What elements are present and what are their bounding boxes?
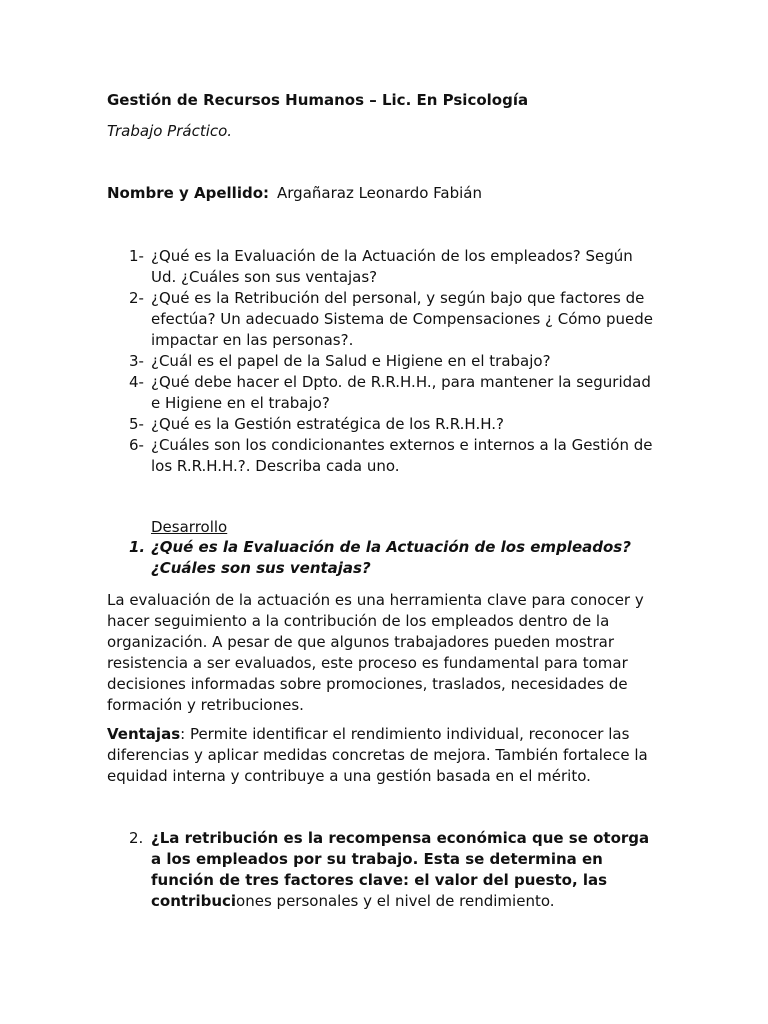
list-item-text: ¿Qué debe hacer el Dpto. de R.R.H.H., para mantener la seguridad e Higiene en el trabajo? (151, 373, 651, 412)
list-item-text: ¿Qué es la Evaluación de la Actuación de los empleados? Según Ud. ¿Cuáles son sus ventajas? (151, 247, 633, 286)
list-item-text: ¿Cuáles son los condicionantes externos e internos a la Gestión de los R.R.H.H.?. Describa cada uno. (151, 436, 653, 475)
list-item-number: 1- (129, 247, 144, 265)
section-2-number: 2. (129, 829, 144, 847)
list-item-number: 4- (129, 373, 144, 391)
questions-list (129, 246, 669, 477)
list-item-number: 2- (129, 289, 144, 307)
list-item-text: ¿Cuál es el papel de la Salud e Higiene en el trabajo? (151, 352, 551, 370)
section-1-paragraph: La evaluación de la actuación es una herramienta clave para conocer y hacer seguimiento a la contribución de los empleados dentro de la organización. A pesar de que algunos trabajadores pueden mostrar resistencia a ser evaluados, este proceso es fundamental para tomar decisiones informadas sobre promociones, traslados, necesidades de formación y retribuciones. (107, 591, 644, 714)
list-item-text: ¿Qué es la Retribución del personal, y según bajo que factores de efectúa? Un adecuado Sistema de Compensaciones ¿ Cómo puede impactar en las personas?. (151, 289, 653, 349)
list-item (129, 351, 669, 372)
list-item (129, 414, 669, 435)
section-2-heading-text (151, 828, 661, 912)
list-item-number: 3- (129, 352, 144, 370)
development-heading: Desarrollo (151, 518, 228, 536)
section-1-number: 1. (129, 538, 146, 556)
name-value: Argañaraz Leonardo Fabián (277, 184, 482, 202)
name-label: Nombre y Apellido: (107, 184, 270, 202)
section-2-heading (129, 828, 669, 912)
list-item-number: 6- (129, 436, 144, 454)
section-2-bold-text: ¿La retribución es la recompensa económica que se otorga a los empleados por su trabajo. Esta se determina en función de tres factores clave: el valor del puesto, las contribuci (151, 829, 650, 910)
section-1-heading (129, 537, 669, 579)
section-1-heading-text: ¿Qué es la Evaluación de la Actuación de los empleados? ¿Cuáles son sus ventajas? (151, 538, 631, 577)
document-title: Gestión de Recursos Humanos – Lic. En Psicología (107, 91, 529, 109)
advantages-text: : Permite identificar el rendimiento individual, reconocer las diferencias y aplicar medidas concretas de mejora. También fortalece la equidad interna y contribuye a una gestión basada en el mérito. (107, 725, 648, 785)
list-item (129, 435, 669, 477)
advantages-paragraph (107, 724, 657, 787)
list-item-number: 5- (129, 415, 144, 433)
list-item (129, 288, 669, 351)
list-item-text: ¿Qué es la Gestión estratégica de los R.R.H.H.? (151, 415, 504, 433)
section-2-normal-text: ones personales y el nivel de rendimiento. (236, 892, 555, 910)
advantages-label: Ventajas (107, 725, 181, 743)
document-subtitle: Trabajo Práctico. (107, 122, 233, 140)
list-item (129, 372, 669, 414)
student-name-line (107, 183, 482, 204)
list-item (129, 246, 669, 288)
